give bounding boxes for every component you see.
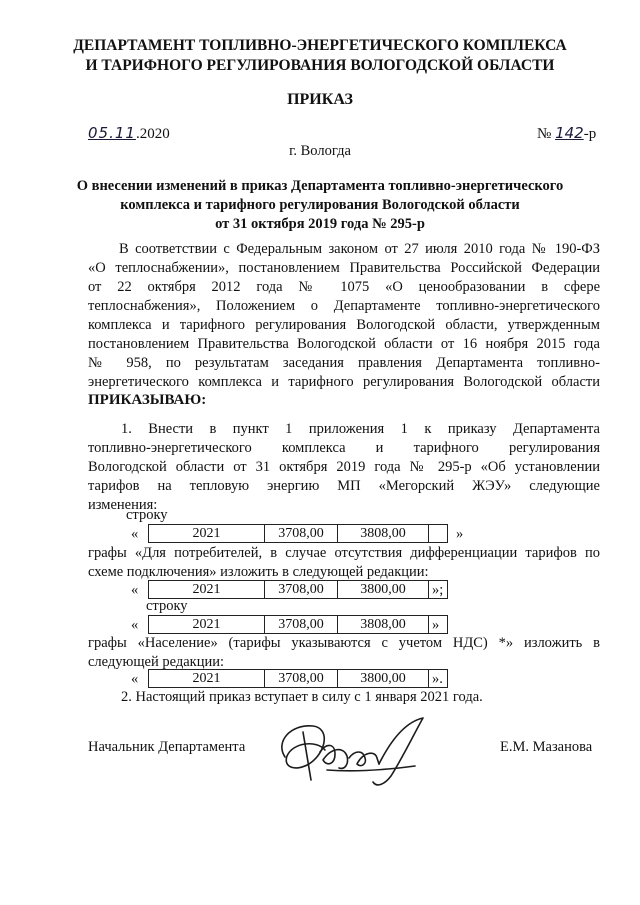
preamble-line: энергетического комплекса и тарифного регулирования Вологодской области xyxy=(88,374,600,390)
quote-close-semicolon: »; xyxy=(432,582,444,598)
row-tariff-2: 3808,00 xyxy=(338,616,429,634)
subject-line: О внесении изменений в приказ Департамента топливно-энергетического xyxy=(76,178,564,194)
item2-paragraph: 2. Настоящий приказ вступает в силу с 1 января 2021 года. xyxy=(121,689,483,705)
item1-line: изменения: xyxy=(88,497,158,513)
quote-close-period: ». xyxy=(432,671,443,687)
number-suffix: -р xyxy=(583,126,597,142)
city: г. Вологда xyxy=(289,143,351,159)
row-empty-cell xyxy=(429,525,448,543)
row-tariff-2: 3808,00 xyxy=(338,525,429,543)
department-name-line1: ДЕПАРТАМЕНТ ТОПЛИВНО-ЭНЕРГЕТИЧЕСКОГО КОМПЛЕКСА xyxy=(73,37,567,54)
row-year: 2021 xyxy=(149,581,265,599)
document-type-title: ПРИКАЗ xyxy=(287,91,353,108)
graph2-line: графы «Население» (тарифы указываются с учетом НДС) *» изложить в xyxy=(88,635,600,651)
department-name-line2: И ТАРИФНОГО РЕГУЛИРОВАНИЯ ВОЛОГОДСКОЙ ОБЛАСТИ xyxy=(85,57,555,74)
quote-close: » xyxy=(456,526,464,542)
row-tariff-1: 3708,00 xyxy=(265,616,338,634)
quote-open: « xyxy=(131,671,139,687)
row-year: 2021 xyxy=(149,616,265,634)
subject-line: от 31 октября 2019 года № 295-р xyxy=(215,216,425,232)
graph1-line: схеме подключения» изложить в следующей редакции: xyxy=(88,564,429,580)
tariff-row-new-1 xyxy=(148,580,448,599)
date-year: .2020 xyxy=(135,126,170,142)
graph1-line: графы «Для потребителей, в случае отсутствия дифференциации тарифов по xyxy=(88,545,600,561)
preamble-line: № 958, по результатам заседания правления Департамента топливно- xyxy=(88,355,600,371)
preamble-line: теплоснабжения», Положением о Департаменте топливно-энергетического xyxy=(88,298,600,314)
item1-line: 1. Внести в пункт 1 приложения 1 к приказу Департамента xyxy=(121,421,600,437)
subject-line: комплекса и тарифного регулирования Вологодской области xyxy=(120,197,520,213)
preamble-line: «О теплоснабжении», постановлением Правительства Российской Федерации xyxy=(88,260,600,276)
graph2-line: следующей редакции: xyxy=(88,654,225,670)
number-handwritten: 142 xyxy=(555,124,584,142)
signatory-name: Е.М. Мазанова xyxy=(500,739,593,755)
word-stroku-2: строку xyxy=(146,598,188,614)
quote-open: « xyxy=(131,617,139,633)
preamble-line: постановлением Правительства Вологодской области от 16 ноября 2015 года xyxy=(88,336,600,352)
order-directive: ПРИКАЗЫВАЮ: xyxy=(88,392,207,408)
signatory-position: Начальник Департамента xyxy=(88,739,246,755)
word-stroku-1: строку xyxy=(126,507,168,523)
row-year: 2021 xyxy=(149,525,265,543)
graph1-paragraph xyxy=(88,544,600,582)
row-tariff-2: 3800,00 xyxy=(338,670,429,688)
quote-close: » xyxy=(432,617,440,633)
tariff-row-old-2 xyxy=(148,615,448,634)
handwritten-signature xyxy=(265,712,445,792)
preamble-line: от 22 октября 2012 года № 1075 «О ценообразовании в сфере xyxy=(88,279,600,295)
preamble-line: комплекса и тарифного регулирования Вологодской области, утвержденным xyxy=(88,317,600,333)
order-subject xyxy=(0,177,640,234)
row-year: 2021 xyxy=(149,670,265,688)
order-number xyxy=(537,124,596,143)
item1-line: тарифов на тепловую энергию МП «Мегорский ЖЭУ» следующие xyxy=(88,478,600,494)
tariff-row-old-1 xyxy=(148,524,448,543)
row-tariff-1: 3708,00 xyxy=(265,581,338,599)
row-tariff-2: 3800,00 xyxy=(338,581,429,599)
graph2-paragraph xyxy=(88,634,600,672)
order-date xyxy=(88,124,170,143)
row-tariff-1: 3708,00 xyxy=(265,525,338,543)
quote-open: « xyxy=(131,526,139,542)
preamble-paragraph xyxy=(88,240,600,392)
tariff-row-new-2 xyxy=(148,669,448,688)
item1-line: Вологодской области от 31 октября 2019 года № 295-р «Об установлении xyxy=(88,459,600,475)
quote-open: « xyxy=(131,582,139,598)
preamble-line: В соответствии с Федеральным законом от 27 июля 2010 года № 190-ФЗ xyxy=(119,241,600,257)
item1-paragraph xyxy=(88,420,600,515)
item1-line: топливно-энергетического комплекса и тарифного регулирования xyxy=(88,440,600,456)
row-tariff-1: 3708,00 xyxy=(265,670,338,688)
number-sign: № xyxy=(537,126,552,142)
date-handwritten: 05.11 xyxy=(88,124,136,142)
